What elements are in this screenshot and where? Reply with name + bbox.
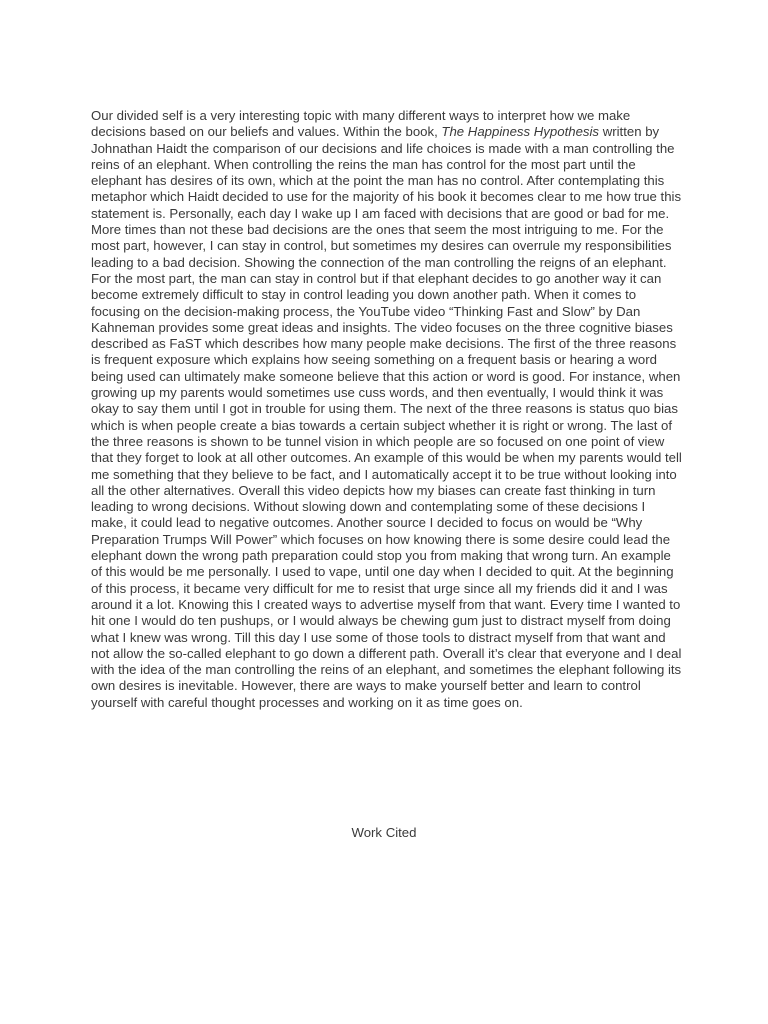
essay-text-part-2: written by Johnathan Haidt the comparison of our decisions and life choices is made with a man controlling the reins of an elephant. When controlling the reins the man has control for the most part until the elephant has desires of its own, which at the point the man has no control. After contemplating this metaphor which Haidt decided to use for the majority of his book it becomes clear to me how true this statement is. Personally, each day I wake up I am faced with decisions that are good or bad for me. More times than not these bad decisions are the ones that seem the most intriguing to me. For the most part, however, I can stay in control, but sometimes my desires can overrule my responsibilities leading to a bad decision. Showing the connection of the man controlling the reigns of an elephant. For the most part, the man can stay in control but if that elephant decides to go another way it can become extremely difficult to stay in control leading you down another path. When it comes to focusing on the decision-making process, the YouTube video “Thinking Fast and Slow” by Dan Kahneman provides some great ideas and insights. The video focuses on the three cognitive biases described as FaST which describes how many people make decisions. The first of the three reasons is frequent exposure which explains how seeing something on a frequent basis or hearing a word being used can ultimately make someone believe that this action or word is good. For instance, when growing up my parents would sometimes use cuss words, and then eventually, I would think it was okay to say them until I got in trouble for using them. The next of the three reasons is status quo bias which is when people create a bias towards a certain subject whether it is right or wrong. The last of the three reasons is shown to be tunnel vision in which people are so focused on one point of view that they forget to look at all other outcomes. An example of this would be when my parents would tell me something that they believe to be fact, and I automatically accept it to be true without looking into all the other alternatives. Overall this video depicts how my biases can create fast thinking in turn leading to wrong decisions. Without slowing down and contemplating some of these decisions I make, it could lead to negative outcomes. Another source I decided to focus on would be “Why Preparation Trumps Will Power” which focuses on how knowing there is some desire could lead the elephant down the wrong path preparation could stop you from making that wrong turn. An example of this would be me personally. I used to vape, until one day when I decided to quit. At the beginning of this process, it became very difficult for me to resist that urge since all my friends did it and I was around it a lot. Knowing this I created ways to advertise myself from that want. Every time I wanted to hit one I would do ten pushups, or I would always be chewing gum just to distract myself from doing what I knew was wrong. Till this day I use some of those tools to distract myself from that want and not allow the so-called elephant to go down a different path. Overall it’s clear that everyone and I deal with the idea of the man controlling the reins of an elephant, and sometimes the elephant following its own desires is inevitable. However, there are ways to make yourself better and learn to control yourself with careful thought processes and working on it as time goes on. — [91, 124, 682, 710]
works-cited-heading: Work Cited — [351, 825, 417, 840]
essay-paragraph — [91, 108, 683, 711]
essay-text-part-1: Our divided self is a very interesting topic with many different ways to interpret how we make decisions based on our beliefs and values. Within the book, — [91, 108, 631, 140]
book-title: The Happiness Hypothesis — [441, 124, 600, 140]
